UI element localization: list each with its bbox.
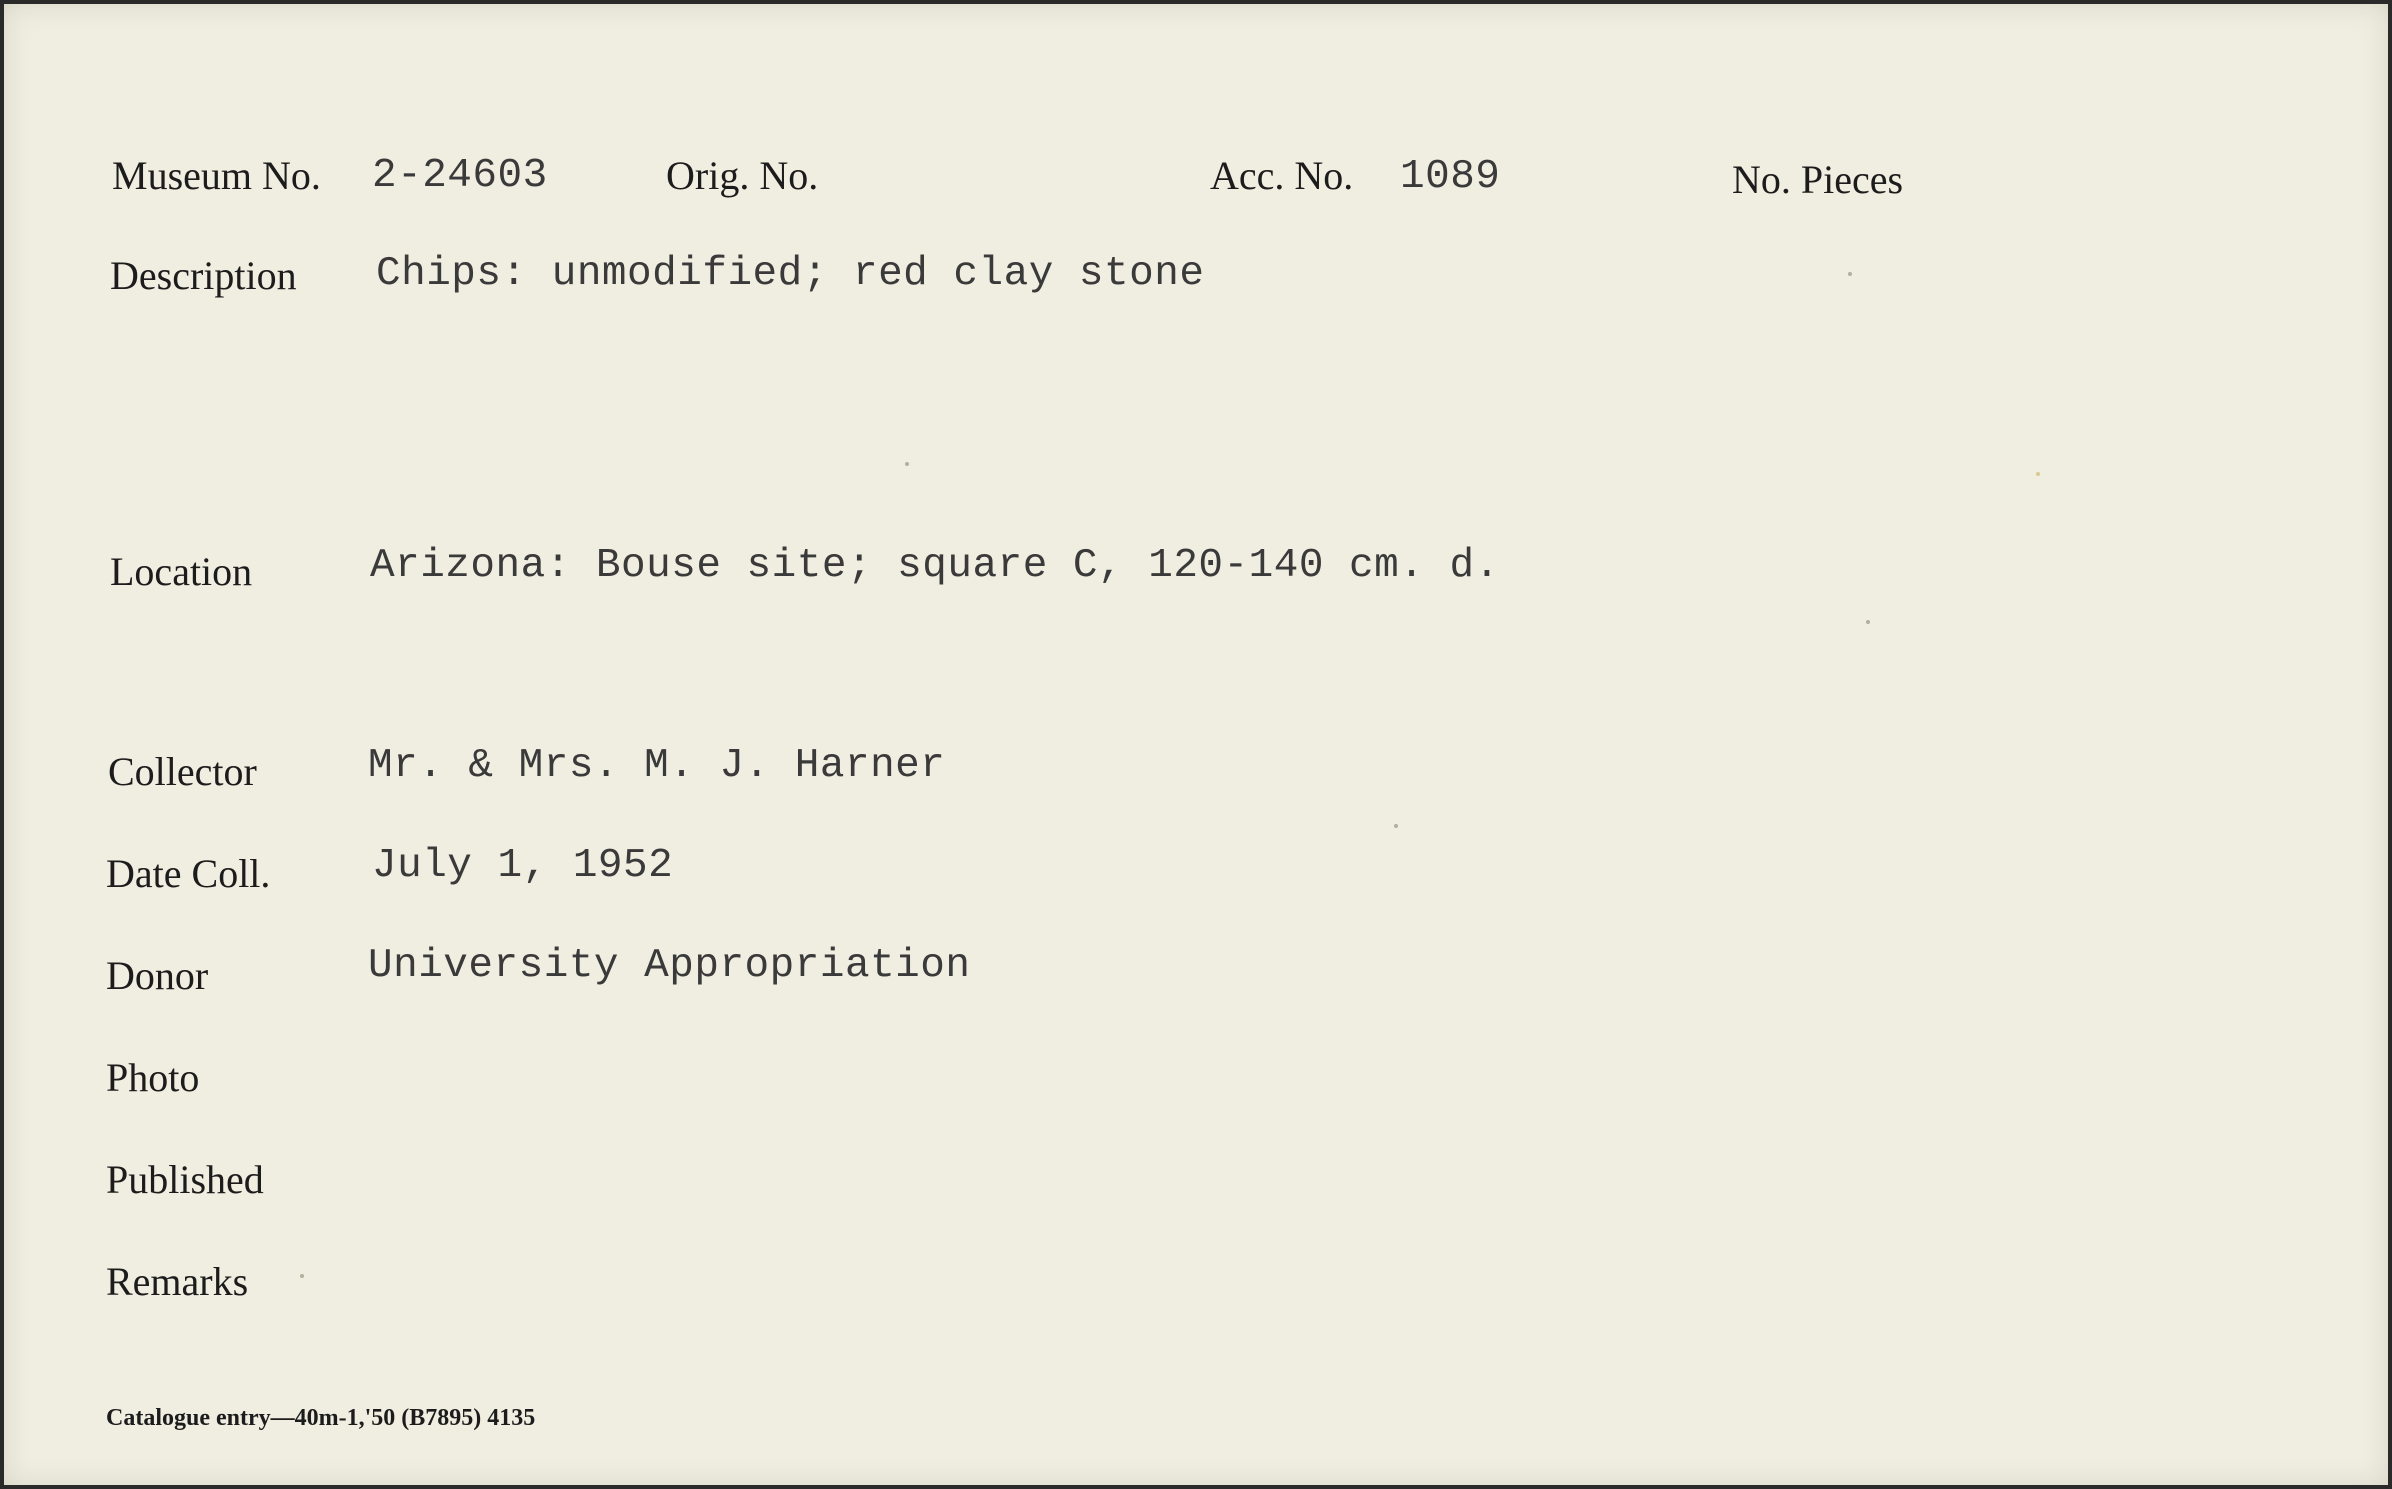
paper-speck (1866, 620, 1870, 624)
paper-speck (2036, 472, 2040, 476)
photo-label: Photo (106, 1055, 200, 1100)
orig-no-label: Orig. No. (666, 153, 819, 198)
collector-label: Collector (108, 749, 257, 794)
published-label: Published (106, 1157, 264, 1202)
paper-speck (1848, 272, 1852, 276)
location-label: Location (110, 549, 253, 594)
date-coll-label: Date Coll. (106, 851, 271, 896)
location-value: Arizona: Bouse site; square C, 120-140 cm. d. (370, 543, 1500, 589)
paper-speck (905, 462, 909, 466)
acc-no-label: Acc. No. (1210, 153, 1354, 198)
remarks-label: Remarks (106, 1259, 249, 1304)
acc-no-value: 1089 (1400, 154, 1501, 200)
catalogue-entry-footer: Catalogue entry—40m-1,'50 (B7895) 4135 (106, 1405, 536, 1431)
description-value: Chips: unmodified; red clay stone (376, 251, 1205, 297)
paper-speck (300, 1274, 304, 1278)
description-label: Description (110, 253, 297, 298)
no-pieces-label: No. Pieces (1732, 157, 1904, 202)
museum-no-label: Museum No. (112, 153, 321, 198)
donor-label: Donor (106, 953, 209, 998)
paper-speck (1394, 824, 1398, 828)
collector-value: Mr. & Mrs. M. J. Harner (368, 743, 946, 789)
museum-no-value: 2-24603 (372, 153, 548, 199)
date-coll-value: July 1, 1952 (372, 843, 674, 889)
donor-value: University Appropriation (368, 943, 971, 989)
